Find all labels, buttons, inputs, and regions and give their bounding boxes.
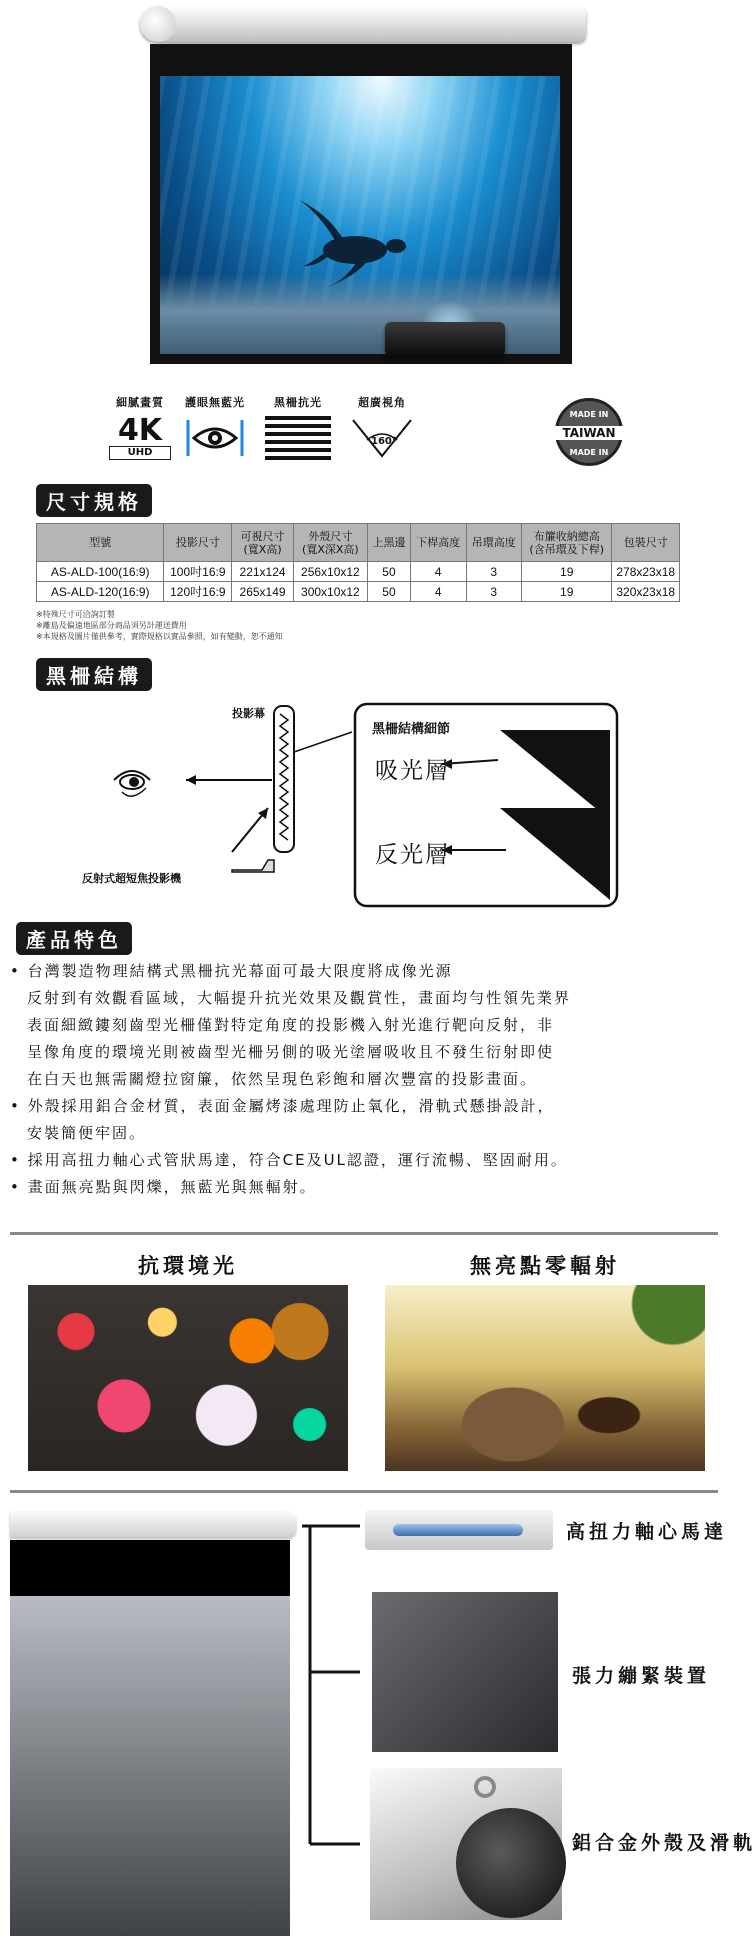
shell-label: 鋁合金外殼及滑軌 [572, 1832, 756, 1854]
spec-notes [36, 609, 283, 642]
screen-housing [140, 6, 586, 42]
feature-line: • 台灣製造物理結構式黑柵抗光幕面可最大限度將成像光源 [10, 962, 453, 980]
wide-angle-icon: 160° [349, 416, 415, 460]
no-hotspot-title: 無亮點零輻射 [470, 1254, 620, 1278]
projected-ocean-image [160, 76, 560, 354]
note-line: ※本規格及圖片僅供參考，實際規格以實品參照，如有變動，恕不通知 [36, 632, 283, 641]
column-header: 上黑邊 [367, 524, 410, 562]
callout-lines-svg [290, 1512, 370, 1936]
feature-wide-angle [332, 394, 432, 460]
column-header: 布簾收納總高 (含吊環及下桿) [522, 524, 612, 562]
column-header: 包裝尺寸 [612, 524, 680, 562]
hero-image [0, 0, 728, 385]
table-cell: 3 [466, 582, 521, 602]
feature-line: 在白天也無需關燈拉窗簾，依然呈現色彩飽和層次豐富的投影畫面。 [27, 1070, 538, 1088]
table-cell: 320x23x18 [612, 582, 680, 602]
table-cell: 3 [466, 562, 521, 582]
feature-label: 黑柵抗光 [274, 396, 322, 409]
table-cell: AS-ALD-100(16:9) [37, 562, 164, 582]
feature-line: • 採用高扭力軸心式管狀馬達，符合CE及UL認證，運行流暢、堅固耐用。 [10, 1151, 568, 1169]
note-line: ※特殊尺寸可洽詢訂製 [36, 610, 115, 619]
table-cell: 256x10x12 [293, 562, 367, 582]
feature-line: 呈像角度的環境光則被齒型光柵另側的吸光塗層吸收且不發生衍射即使 [27, 1043, 555, 1061]
made-in-taiwan-badge: MADE IN TAIWAN MADE IN [555, 398, 623, 466]
section-divider [10, 1490, 718, 1493]
table-cell: 278x23x18 [612, 562, 680, 582]
coffee-photo [385, 1285, 705, 1471]
table-header-row [37, 524, 680, 562]
feature-label: 護眼無藍光 [185, 396, 245, 409]
motor-photo [365, 1510, 553, 1550]
tension-label: 張力繃緊裝置 [572, 1665, 711, 1687]
size-spec-table [36, 523, 680, 602]
feature-line: 表面細緻鏤刻齒型光柵僅對特定角度的投影機入射光進行靶向反射，非 [27, 1016, 555, 1034]
shell-photo [370, 1768, 562, 1920]
structure-diagram [82, 700, 630, 910]
table-cell: 4 [411, 582, 466, 602]
tension-photo [372, 1592, 558, 1752]
4k-uhd-icon: 4K UHD [109, 416, 171, 460]
feature-line: 反射到有效觀看區域，大幅提升抗光效果及觀賞性，畫面均勻性領先業界 [27, 989, 572, 1007]
feature-label: 細膩畫質 [116, 396, 164, 409]
table-cell: AS-ALD-120(16:9) [37, 582, 164, 602]
column-header: 外殼尺寸 (寬X深X高) [293, 524, 367, 562]
detail-title: 黑柵結構細節 [372, 722, 451, 737]
table-cell: 4 [411, 562, 466, 582]
reflect-layer-label: 反光層 [375, 842, 450, 868]
table-cell: 265x149 [232, 582, 294, 602]
projector-unit [385, 322, 505, 356]
feature-line: 安裝簡便牢固。 [27, 1124, 147, 1142]
motor-label: 高扭力軸心馬達 [566, 1521, 728, 1543]
column-header: 吊環高度 [466, 524, 521, 562]
eye-icon [184, 416, 246, 460]
table-cell: 19 [522, 582, 612, 602]
feature-line: • 外殼採用鋁合金材質，表面金屬烤漆處理防止氧化，滑軌式懸掛設計， [10, 1097, 555, 1115]
product-features-list [10, 958, 571, 1201]
screen-side-view [10, 1512, 296, 1936]
note-line: ※離島及偏遠地區部分商品須另計運送費用 [36, 621, 187, 630]
table-cell: 120吋16:9 [164, 582, 232, 602]
projector-label: 反射式超短焦投影機 [82, 872, 181, 885]
table-cell: 100吋16:9 [164, 562, 232, 582]
column-header: 投影尺寸 [164, 524, 232, 562]
black-grid-icon [265, 416, 331, 460]
column-header: 下桿高度 [411, 524, 466, 562]
product-features-heading: 產品特色 [16, 922, 132, 955]
table-cell: 300x10x12 [293, 582, 367, 602]
feature-label: 超廣視角 [358, 396, 406, 409]
structure-heading: 黑柵結構 [36, 658, 152, 691]
table-cell: 50 [367, 562, 410, 582]
feature-line: • 畫面無亮點與閃爍，無藍光與無輻射。 [10, 1178, 317, 1196]
screen-label: 投影幕 [232, 707, 265, 720]
table-cell: 221x124 [232, 562, 294, 582]
size-spec-heading: 尺寸規格 [36, 484, 152, 517]
anti-ambient-title: 抗環境光 [138, 1254, 238, 1278]
table-row [37, 562, 680, 582]
table-cell: 19 [522, 562, 612, 582]
table-row [37, 582, 680, 602]
candy-photo [28, 1285, 348, 1471]
table-cell: 50 [367, 582, 410, 602]
column-header: 型號 [37, 524, 164, 562]
section-divider [10, 1232, 718, 1235]
absorb-layer-label: 吸光層 [375, 758, 450, 784]
column-header: 可視尺寸 (寬X高) [232, 524, 294, 562]
